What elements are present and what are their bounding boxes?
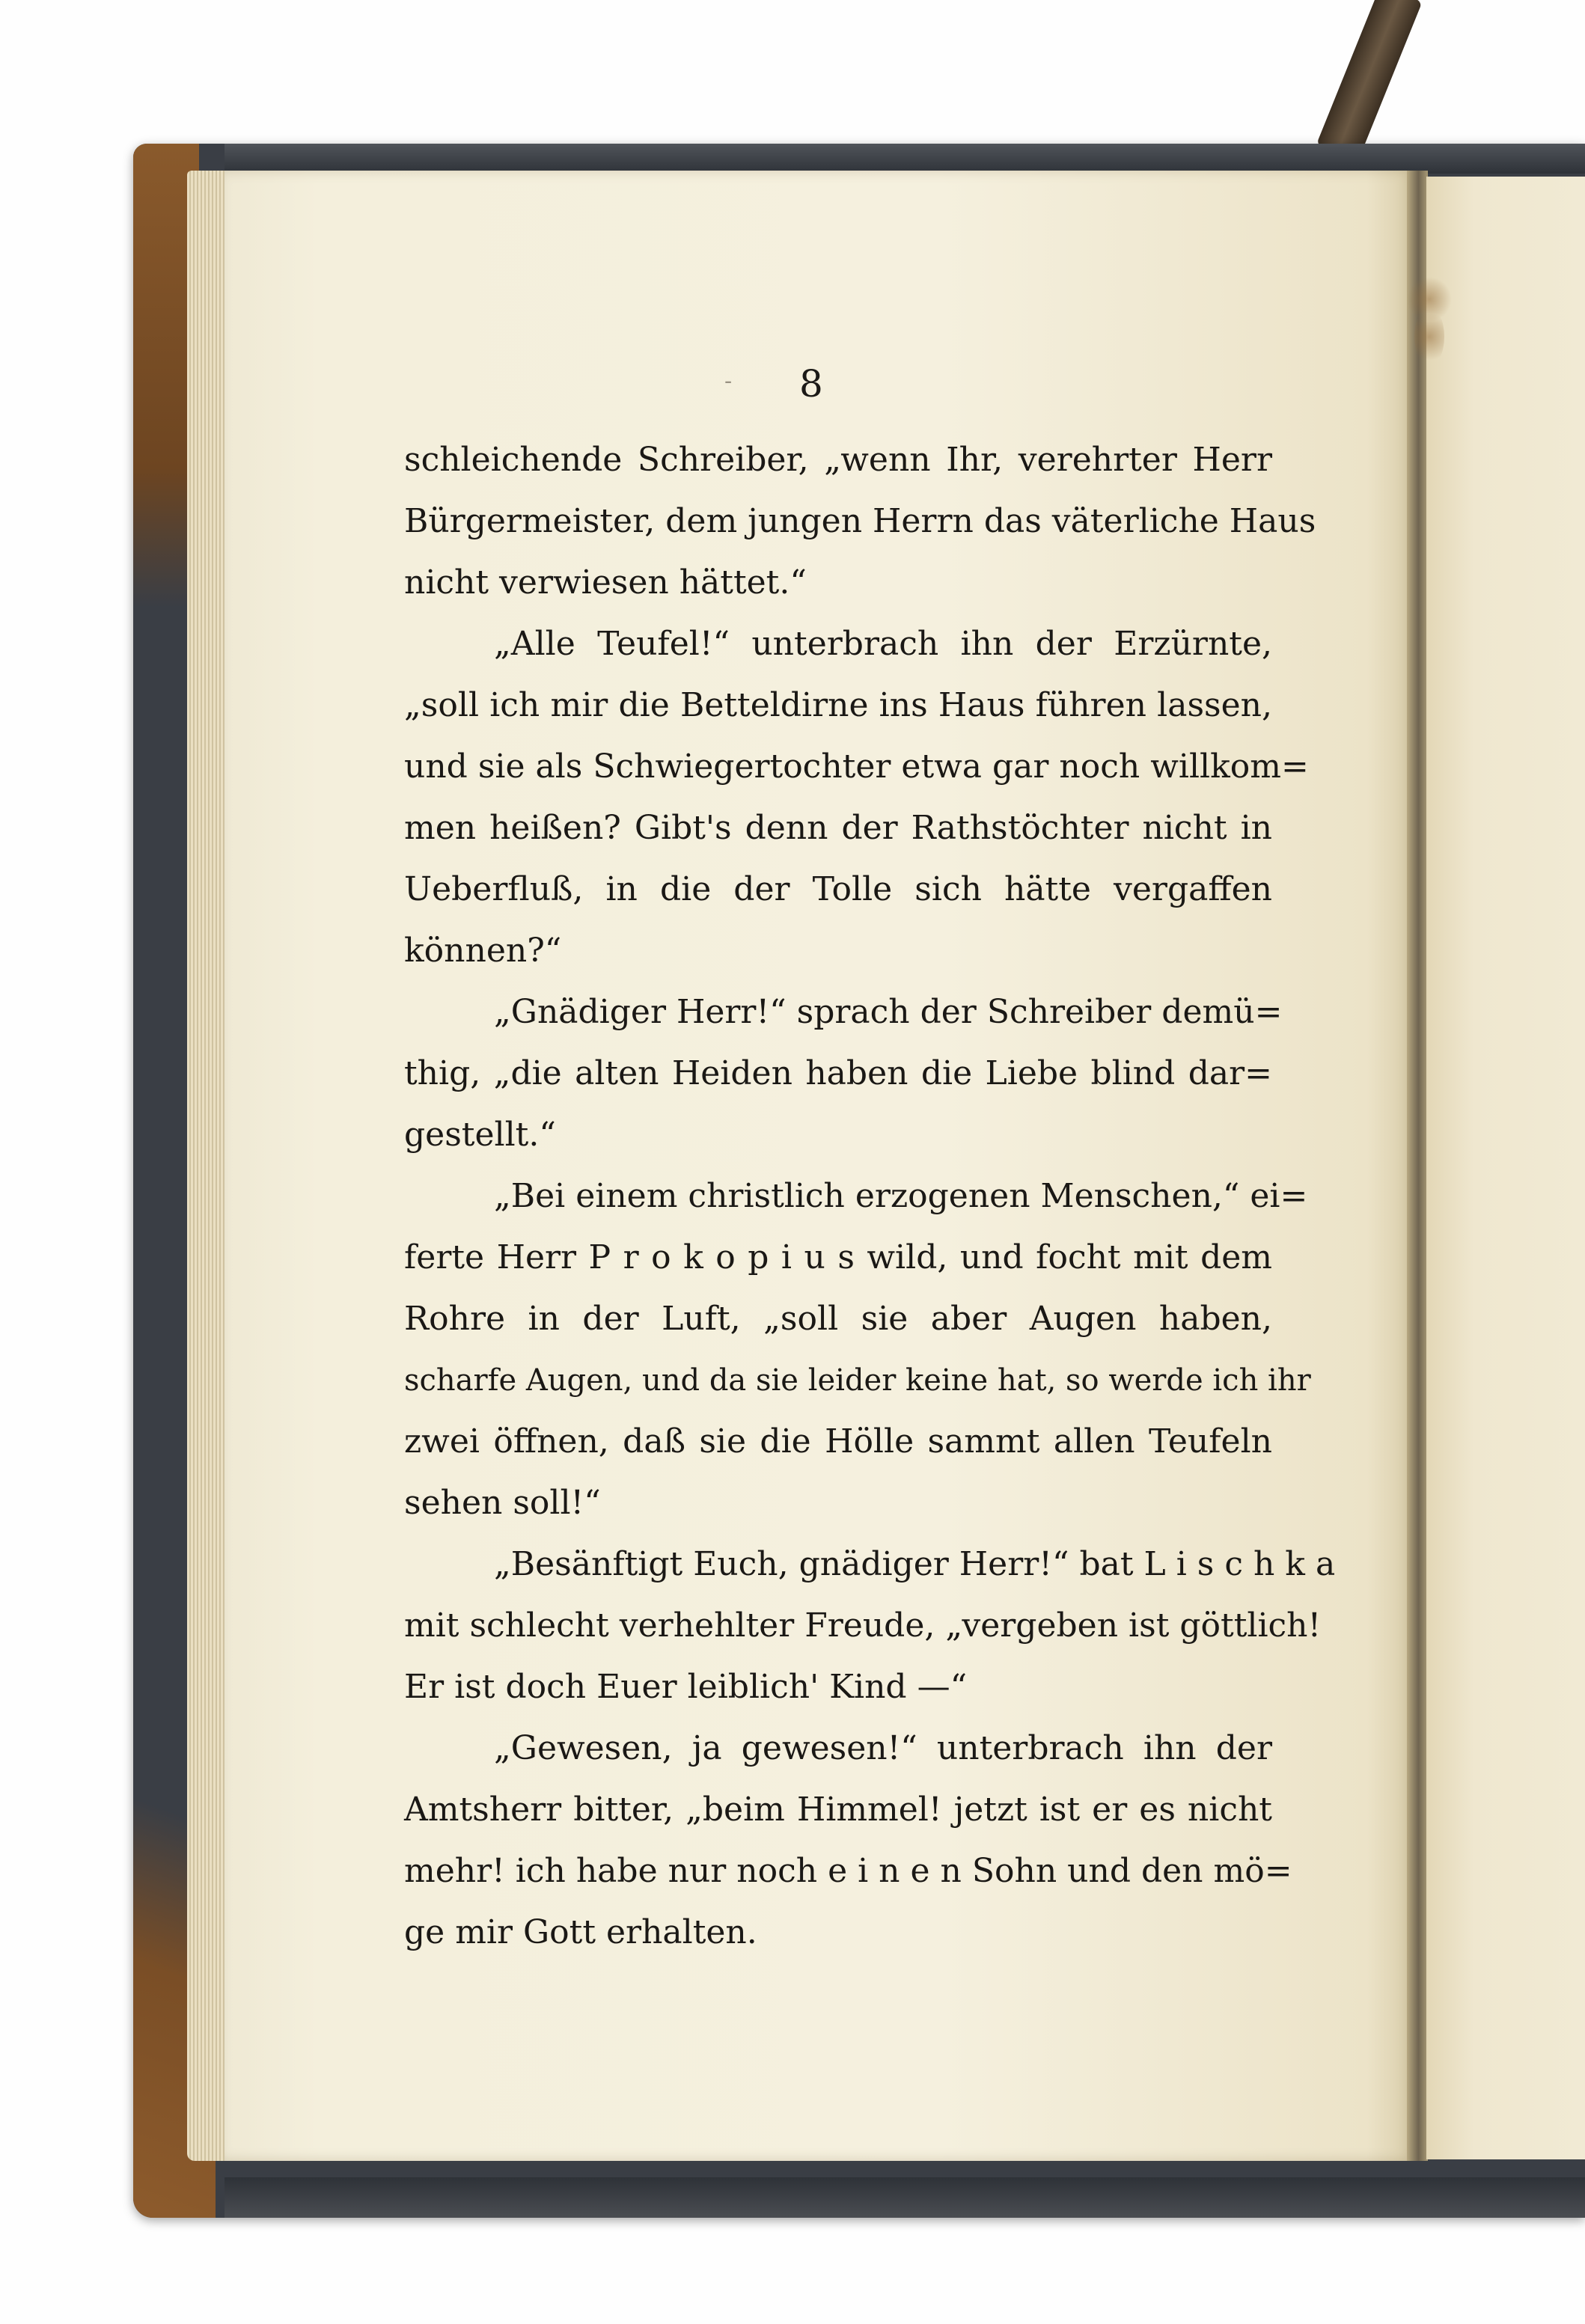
text-line: „Alle Teufel!“ unterbrach ihn der Erzürnte, xyxy=(494,625,1272,663)
body-text xyxy=(404,429,1336,1963)
text-line: mit schlecht verhehlter Freude, „vergeben ist göttlich! xyxy=(404,1606,1322,1645)
text-line: „Gnädiger Herr!“ sprach der Schreiber demü= xyxy=(494,993,1283,1031)
text-line: Bürgermeister, dem jungen Herrn das väterliche Haus xyxy=(404,502,1316,540)
text-line: scharfe Augen, und da sie leider keine hat, so werde ich ihr xyxy=(404,1363,1311,1398)
bookmark-ribbon xyxy=(1316,0,1423,162)
page-number: 8 xyxy=(799,362,823,406)
text-line: ge mir Gott erhalten. xyxy=(404,1913,757,1951)
text-line: „Besänftigt Euch, gnädiger Herr!“ bat L i s c h k a xyxy=(494,1545,1336,1583)
text-line: „Bei einem christlich erzogenen Menschen,“ ei= xyxy=(494,1177,1308,1215)
text-line: Amtsherr bitter, „beim Himmel! jetzt ist er es nicht xyxy=(404,1791,1272,1829)
text-line: können?“ xyxy=(404,932,562,970)
cover-bottom-edge xyxy=(225,2177,1585,2218)
text-line: Er ist doch Euer leiblich' Kind —“ xyxy=(404,1668,968,1706)
text-line: Ueberfluß, in die der Tolle sich hätte vergaffen xyxy=(404,870,1272,908)
text-line: und sie als Schwiegertochter etwa gar noch willkom= xyxy=(404,747,1309,786)
text-line: mehr! ich habe nur noch e i n e n Sohn und den mö= xyxy=(404,1852,1292,1890)
text-line: men heißen? Gibt's denn der Rathstöchter nicht in xyxy=(404,809,1272,847)
page-mark: - xyxy=(724,368,733,394)
text-line: Rohre in der Luft, „soll sie aber Augen haben, xyxy=(404,1300,1272,1338)
right-page xyxy=(1426,177,1585,2159)
cover-top-edge xyxy=(225,144,1585,174)
text-line: gestellt.“ xyxy=(404,1116,556,1154)
text-line: zwei öffnen, daß sie die Hölle sammt allen Teufeln xyxy=(404,1422,1272,1461)
text-line: schleichende Schreiber, „wenn Ihr, verehrter Herr xyxy=(404,441,1272,479)
foxing-stain xyxy=(1414,307,1444,367)
text-line: nicht verwiesen hättet.“ xyxy=(404,563,807,602)
text-line: thig, „die alten Heiden haben die Liebe blind dar= xyxy=(404,1054,1272,1092)
book-gutter xyxy=(1407,171,1428,2161)
text-line: ferte Herr P r o k o p i u s wild, und focht mit dem xyxy=(404,1238,1272,1276)
text-line: „soll ich mir die Betteldirne ins Haus führen lassen, xyxy=(404,686,1272,724)
text-line: sehen soll!“ xyxy=(404,1484,601,1522)
text-line: „Gewesen, ja gewesen!“ unterbrach ihn der xyxy=(494,1729,1272,1767)
